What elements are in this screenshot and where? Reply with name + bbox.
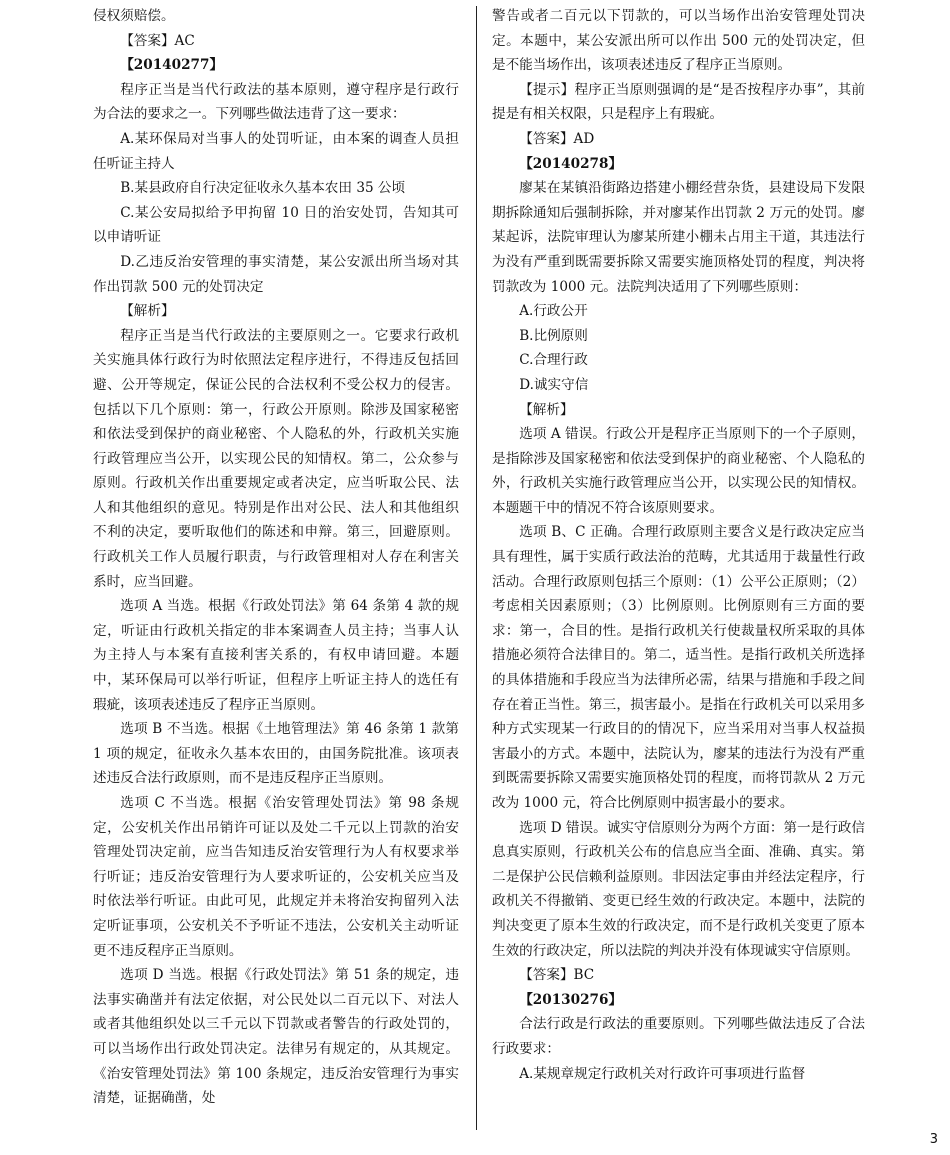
paragraph: 选项 A 错误。行政公开是程序正当原则下的一个子原则，是指除涉及国家秘密和依法受到保护的商业秘密、个人隐私的外，行政机关实施行政管理应当公开，以实现公民的知情权。本题题干中的情况不符合该原则要求。 xyxy=(492,426,865,516)
paragraph: 选项 B 不当选。根据《土地管理法》第 46 条第 1 款第 1 项的规定，征收永久基本农田的，由国务院批准。该项表述违反合法行政原则，而不是违反程序正当原则。 xyxy=(93,721,459,787)
option-item: A.某环保局对当事人的处罚听证，由本案的调查人员担任听证主持人 xyxy=(93,130,459,172)
question-code: 【20130276】 xyxy=(519,991,623,1008)
paragraph: 程序正当是当代行政法的主要原则之一。它要求行政机关实施具体行政行为时依照法定程序进行，不得违反包括回避、公开等规定，保证公民的合法权利不受公权力的侵害。包括以下几个原则：第一，行政公开原则。除涉及国家秘密和依法受到保护的商业秘密、个人隐私的外，行政机关实施行政管理应当公开，以实现公民的知情权。第二，公众参与原则。行政机关作出重要规定或者决定，应当听取公民、法人和其他组织的意见。特别是作出对公民、法人和其他组织不利的决定，要听取他们的陈述和申辩。第三，回避原则。行政机关工作人员履行职责，与行政管理相对人存在利害关系时，应当回避。 xyxy=(93,327,459,590)
question-code: 【20140277】 xyxy=(120,57,224,74)
answer-label: 【答案】AD xyxy=(519,130,595,147)
right-column xyxy=(492,4,865,1138)
answer-label: 【答案】BC xyxy=(519,967,595,984)
option-item: D.乙违反治安管理的事实清楚，某公安派出所当场对其作出罚款 500 元的处罚决定 xyxy=(93,253,459,295)
paragraph: 选项 D 当选。根据《行政处罚法》第 51 条的规定，违法事实确凿并有法定依据，对公民处以二百元以下、对法人或者其他组织处以三千元以下罚款或者警告的行政处罚的，可以当场作出行政处罚决定。法律另有规定的，从其规定。《治安管理处罚法》第 100 条规定，违反治安管理行为事实清楚，证据确凿，处 xyxy=(93,967,459,1107)
option-item: A.行政公开 xyxy=(519,303,588,320)
paragraph: 程序正当是当代行政法的基本原则，遵守程序是行政行为合法的要求之一。下列哪些做法违背了这一要求： xyxy=(93,81,459,123)
paragraph: 选项 B、C 正确。合理行政原则主要含义是行政决定应当具有理性，属于实质行政法治的范畴，尤其适用于裁量性行政活动。合理行政原则包括三个原则：（1）公平公正原则；（2）考虑相关因素原则；（3）比例原则。比例原则有三方面的要求：第一，合目的性。是指行政机关行使裁量权所采取的具体措施必须符合法律目的。第二，适当性。是指行政机关所选择的具体措施和手段应当为法律所必需，结果与措施和手段之间存在着正当性。第三，损害最小。是指在行政机关可以采用多种方式实现某一行政目的的情况下，应当采用对当事人权益损害最小的方式。本题中，法院认为，廖某的违法行为没有严重到既需要拆除又需要实施顶格处罚的程度，而将罚款从 2 万元改为 1000 元，符合比例原则中损害最小的要求。 xyxy=(492,524,865,811)
paragraph: 选项 A 当选。根据《行政处罚法》第 64 条第 4 款的规定，听证由行政机关指定的非本案调查人员主持；当事人认为主持人与本案有直接利害关系的，有权申请回避。本题中，某环保局可以举行听证，但程序上听证主持人的选任有瑕疵，该项表述违反了程序正当原则。 xyxy=(93,598,459,713)
continued-text: 侵权须赔偿。 xyxy=(93,8,175,24)
answer-label: 【解析】 xyxy=(120,303,175,320)
answer-label: 【解析】 xyxy=(519,401,574,418)
left-column xyxy=(93,4,459,1134)
option-item: D.诚实守信 xyxy=(519,376,589,393)
page-number: 3 xyxy=(929,1132,938,1147)
column-divider xyxy=(476,6,477,1130)
answer-label: 【答案】AC xyxy=(120,32,195,49)
paragraph: 选项 D 错误。诚实守信原则分为两个方面：第一是行政信息真实原则，行政机关公布的信息应当全面、准确、真实。第二是保护公民信赖利益原则。非因法定事由并经法定程序，行政机关不得撤销、变更已经生效的行政决定。本题中，法院的判决变更了原本生效的行政决定，而不是行政机关变更了原本生效的行政决定，所以法院的判决并没有体现诚实守信原则。 xyxy=(492,819,865,959)
option-item: C.合理行政 xyxy=(519,352,588,369)
option-item: B.比例原则 xyxy=(519,327,588,344)
option-item: C.某公安局拟给予甲拘留 10 日的治安处罚，告知其可以申请听证 xyxy=(93,204,459,246)
question-code: 【20140278】 xyxy=(519,155,623,172)
paragraph: 【提示】程序正当原则强调的是“是否按程序办事”，其前提是有相关权限，只是程序上有瑕疵。 xyxy=(492,81,865,123)
continued-text: 警告或者二百元以下罚款的，可以当场作出治安管理处罚决定。本题中，某公安派出所可以作出 500 元的处罚决定，但是不能当场作出，该项表述违反了程序正当原则。 xyxy=(492,8,865,74)
paragraph: 廖某在某镇沿街路边搭建小棚经营杂货，县建设局下发限期拆除通知后强制拆除，并对廖某作出罚款 2 万元的处罚。廖某起诉，法院审理认为廖某所建小棚未占用主干道，其违法行为没有严重到既需要拆除又需要实施顶格处罚的程度，判决将罚款改为 1000 元。法院判决适用了下列哪些原则： xyxy=(492,180,865,295)
paragraph: 选项 C 不当选。根据《治安管理处罚法》第 98 条规定，公安机关作出吊销许可证以及处二千元以上罚款的治安管理处罚决定前，应当告知违反治安管理行为人有权要求举行听证；违反治安管理行为人要求听证的，公安机关应当及时依法举行听证。由此可见，此规定并未将治安拘留列入法定听证事项，公安机关不予听证不违法，公安机关主动听证更不违反程序正当原则。 xyxy=(93,795,459,959)
paragraph: 合法行政是行政法的重要原则。下列哪些做法违反了合法行政要求： xyxy=(492,1016,865,1057)
option-item: B.某县政府自行决定征收永久基本农田 35 公顷 xyxy=(120,180,406,197)
option-item: A.某规章规定行政机关对行政许可事项进行监督 xyxy=(519,1065,806,1082)
